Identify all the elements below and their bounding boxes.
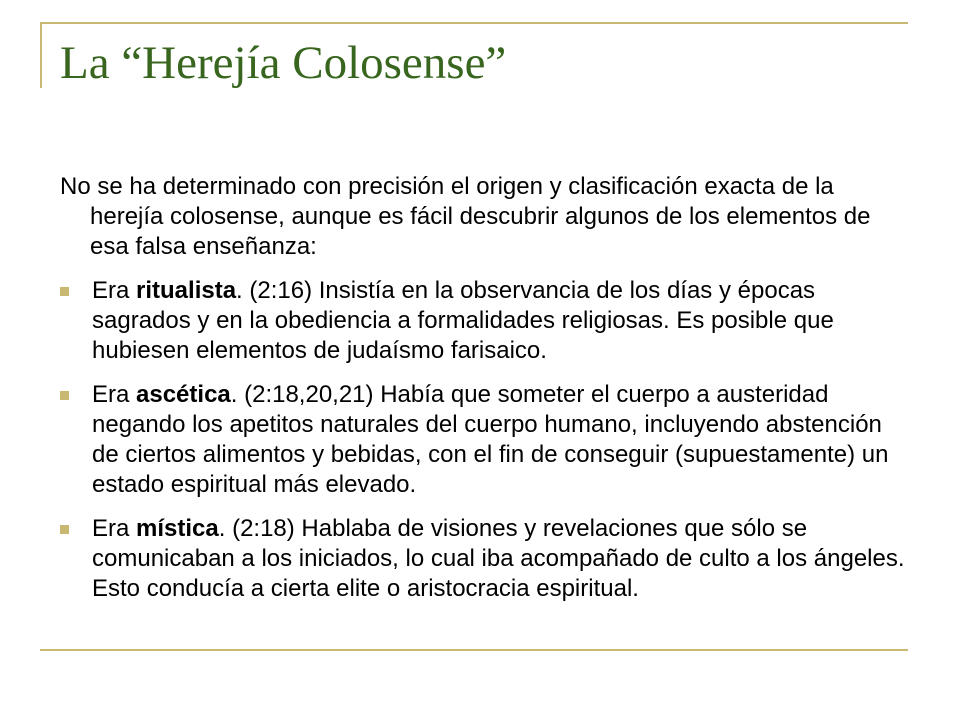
bullet-item-mistica <box>60 514 910 604</box>
square-bullet-icon <box>60 525 69 534</box>
bottom-rule <box>40 649 908 651</box>
slide-title: La “Herejía Colosense” <box>60 37 507 89</box>
top-rule <box>40 22 908 24</box>
slide-body <box>60 172 910 618</box>
bullet-item-ascetica <box>60 380 910 500</box>
square-bullet-icon <box>60 287 69 296</box>
bullet-prefix: Era <box>92 381 137 408</box>
bullet-prefix: Era <box>92 277 137 304</box>
bullet-text: . (2:18) Hablaba de visiones y revelaciones que sólo se comunicaban a los iniciados, lo cual iba acompañado de culto a los ángeles. Esto conducía a cierta elite o aristocracia espiritual. <box>92 515 905 602</box>
bullet-text: . (2:16) Insistía en la observancia de los días y épocas sagrados y en la obediencia a formalidades religiosas. Es posible que hubiesen elementos de judaísmo farisaico. <box>92 277 834 364</box>
bullet-text: . (2:18,20,21) Había que someter el cuerpo a austeridad negando los apetitos naturales del cuerpo humano, incluyendo abstención de ciertos alimentos y bebidas, con el fin de conseguir (supuestamente) un estado espiritual más elevado. <box>92 381 889 498</box>
bullet-term: mística <box>136 515 219 542</box>
square-bullet-icon <box>60 391 69 400</box>
bullet-term: ascética <box>136 381 231 408</box>
bullet-prefix: Era <box>92 515 137 542</box>
intro-paragraph: No se ha determinado con precisión el origen y clasificación exacta de la herejía colosense, aunque es fácil descubrir algunos de los elementos de esa falsa enseñanza: <box>60 173 871 260</box>
bullet-item-ritualista <box>60 276 910 366</box>
bullet-term: ritualista <box>136 277 237 304</box>
left-rule <box>40 22 42 88</box>
